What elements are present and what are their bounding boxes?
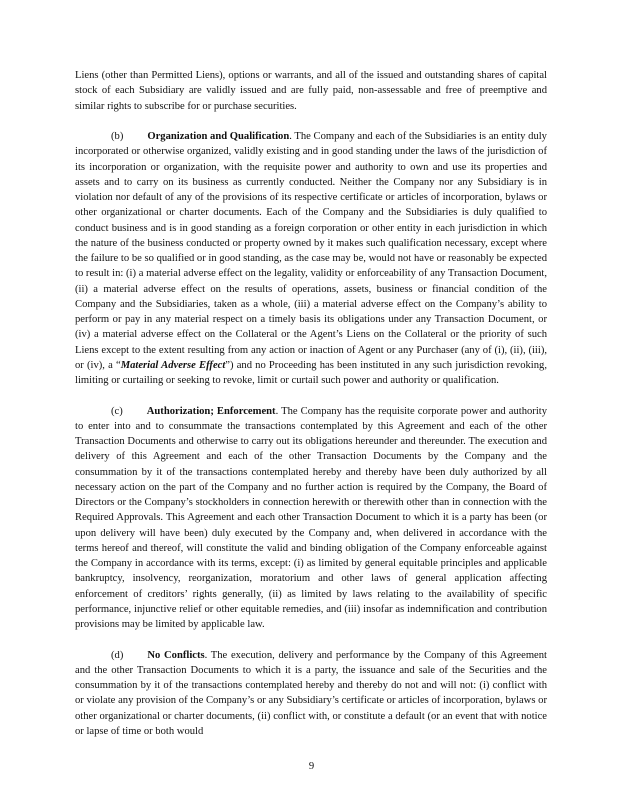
document-body <box>75 68 547 754</box>
section-heading: Authorization; Enforcement <box>146 405 276 417</box>
section-d-no-conflicts <box>75 648 547 740</box>
page-number: 9 <box>308 761 315 772</box>
section-c-authorization-enforcement <box>75 404 547 633</box>
paragraph-continuation <box>75 68 547 114</box>
paragraph-text: Liens (other than Permitted Liens), options or warrants, and all of the issued and outstanding shares of capital stock of each Subsidiary are validly issued and are fully paid, non-assessable and free of preemptive and similar rights to subscribe for or purchase securities. <box>75 70 547 112</box>
paragraph-text: . The execution, delivery and performance by the Company of this Agreement and the other Transaction Documents to which it is a party, the issuance and sale of the Securities and the consummation by it of the transactions contemplated hereby and thereby do not and will not: (i) conflict with or violate any provision of the Company’s or any Subsidiary’s certificate or articles of incorporation, bylaws or other organizational or charter documents, (ii) conflict with, or constitute a default (or an event that with notice or lapse of time or both would <box>75 649 547 737</box>
section-number: (b) <box>111 131 124 142</box>
section-b-organization-and-qualification <box>75 129 547 388</box>
paragraph-text: . The Company has the requisite corporate power and authority to enter into and to consummate the transactions contemplated by this Agreement and each of the other Transaction Documents and otherwise to carry out its obligations hereunder and thereunder. The execution and delivery of this Agreement and each of the other Transaction Documents by the Company and the consummation by it of the transactions contemplated hereby and thereby have been duly authorized by all necessary action on the part of the Company and no further action is required by the Company, the Board of Directors or the Company’s stockholders in connection herewith or therewith other than in connection with the Required Approvals. This Agreement and each other Transaction Document to which it is a party has been (or upon delivery will have been) duly executed by the Company and, when delivered in accordance with the terms hereof and thereof, will constitute the valid and binding obligation of the Company enforceable against the Company in accordance with its terms, except: (i) as limited by general equitable principles and applicable bankruptcy, insolvency, reorganization, moratorium and other laws of general application affecting enforcement of creditors’ rights generally, (ii) as limited by laws relating to the availability of specific performance, injunctive relief or other equitable remedies, and (iii) insofar as indemnification and contribution provisions may be limited by applicable law. <box>75 405 548 630</box>
section-number: (c) <box>111 405 123 417</box>
section-heading: No Conflicts <box>147 649 205 661</box>
paragraph-text: . The Company and each of the Subsidiaries is an entity duly incorporated or otherwise organized, validly existing and in good standing under the laws of the jurisdiction of its incorporation or organization, with the requisite power and authority to own and use its properties and assets and to carry on its business as currently conducted. Neither the Company nor any Subsidiary is in violation nor default of any of the provisions of its respective certificate or articles of incorporation, bylaws or other organizational or charter documents. Each of the Company and the Subsidiaries is duly qualified to conduct business and is in good standing as a foreign corporation or other entity in each jurisdiction in which the nature of the business conducted or property owned by it makes such qualification necessary, except where the failure to be so qualified or in good standing, as the case may be, would not have or reasonably be expected to result in: (i) a material adverse effect on the legality, validity or enforceability of any Transaction Document, (ii) a material adverse effect on the results of operations, assets, business or financial condition of the Company and the Subsidiaries, taken as a whole, (iii) a material adverse effect on the Company’s ability to perform or pay in any material respect on a timely basis its obligations under any Transaction Document, or (iv) a material adverse effect on the Collateral or the Agent’s Liens on the Collateral or the priority of such Liens except to the extent resulting from any action or inaction of Agent or any Purchaser (any of (i), (ii), (iii), or (iv), a “ <box>75 131 547 371</box>
section-heading: Organization and Qualification <box>147 131 290 142</box>
section-number: (d) <box>111 649 124 661</box>
paragraph-text: ”) and no Proceeding has been instituted in any such jurisdiction revoking, limiting or curtailing or seeking to revoke, limit or curtail such power and authority or qualification. <box>75 359 547 386</box>
defined-term: Material Adverse Effect <box>120 359 226 371</box>
